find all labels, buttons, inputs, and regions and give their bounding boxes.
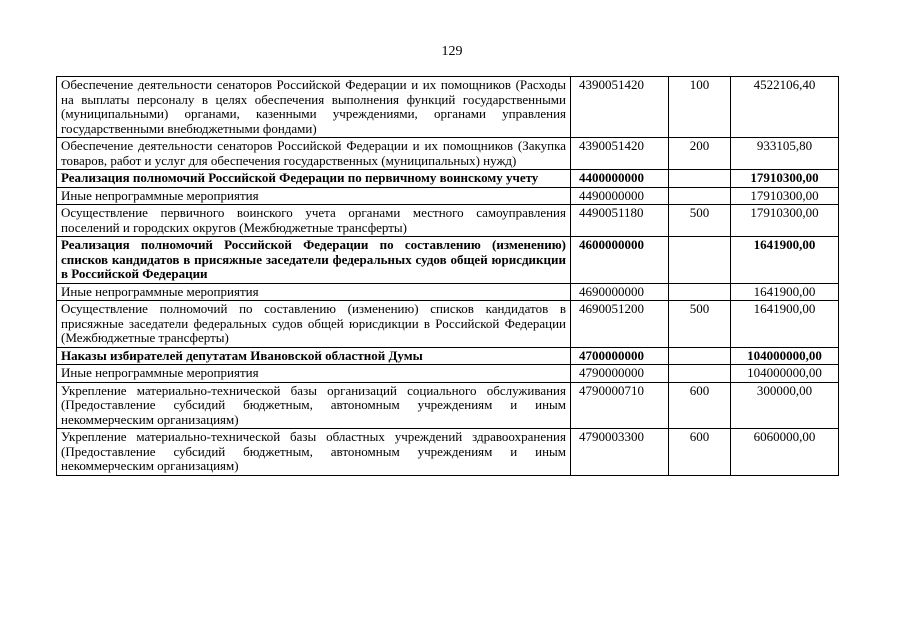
row-amount: 1641900,00 xyxy=(731,237,839,284)
row-description: Обеспечение деятельности сенаторов Российской Федерации и их помощников (Расходы на выплаты персоналу в целях обеспечения выполнения функций государственными (муниципальными) органами, казенными учреждениями, органами управления государственными внебюджетными фондами) xyxy=(57,77,571,138)
row-target-code: 4700000000 xyxy=(571,347,669,365)
row-description: Иные непрограммные мероприятия xyxy=(57,283,571,301)
row-amount: 17910300,00 xyxy=(731,170,839,188)
table-row xyxy=(57,205,839,237)
row-expense-type xyxy=(669,237,731,284)
row-description: Осуществление первичного воинского учета органами местного самоуправления поселений и городских округов (Межбюджетные трансферты) xyxy=(57,205,571,237)
table-row xyxy=(57,237,839,284)
row-description: Иные непрограммные мероприятия xyxy=(57,187,571,205)
row-expense-type xyxy=(669,170,731,188)
row-target-code: 4400000000 xyxy=(571,170,669,188)
row-description: Обеспечение деятельности сенаторов Российской Федерации и их помощников (Закупка товаров, работ и услуг для обеспечения государственных (муниципальных) нужд) xyxy=(57,138,571,170)
table-row xyxy=(57,382,839,429)
row-target-code: 4790000000 xyxy=(571,365,669,383)
table-row xyxy=(57,365,839,383)
row-amount: 1641900,00 xyxy=(731,283,839,301)
row-amount: 17910300,00 xyxy=(731,205,839,237)
row-target-code: 4690051200 xyxy=(571,301,669,348)
row-description: Наказы избирателей депутатам Ивановской областной Думы xyxy=(57,347,571,365)
row-amount: 17910300,00 xyxy=(731,187,839,205)
row-target-code: 4390051420 xyxy=(571,77,669,138)
row-expense-type: 600 xyxy=(669,429,731,476)
row-amount: 1641900,00 xyxy=(731,301,839,348)
row-amount: 104000000,00 xyxy=(731,347,839,365)
row-description: Укрепление материально-технической базы организаций социального обслуживания (Предоставление субсидий бюджетным, автономным учреждениям и иным некоммерческим организациям) xyxy=(57,382,571,429)
row-target-code: 4790000710 xyxy=(571,382,669,429)
row-expense-type xyxy=(669,187,731,205)
budget-table xyxy=(56,76,839,476)
table-row xyxy=(57,429,839,476)
row-expense-type: 200 xyxy=(669,138,731,170)
row-expense-type: 600 xyxy=(669,382,731,429)
row-expense-type: 500 xyxy=(669,301,731,348)
table-row xyxy=(57,170,839,188)
row-description: Реализация полномочий Российской Федерации по первичному воинскому учету xyxy=(57,170,571,188)
page-number: 129 xyxy=(441,44,463,59)
row-expense-type: 500 xyxy=(669,205,731,237)
row-amount: 6060000,00 xyxy=(731,429,839,476)
row-expense-type xyxy=(669,283,731,301)
table-row xyxy=(57,138,839,170)
row-target-code: 4390051420 xyxy=(571,138,669,170)
row-target-code: 4490051180 xyxy=(571,205,669,237)
row-target-code: 4600000000 xyxy=(571,237,669,284)
row-amount: 300000,00 xyxy=(731,382,839,429)
row-expense-type xyxy=(669,365,731,383)
row-description: Реализация полномочий Российской Федерации по составлению (изменению) списков кандидатов в присяжные заседатели федеральных судов общей юрисдикции в Российской Федерации xyxy=(57,237,571,284)
row-description: Осуществление полномочий по составлению (изменению) списков кандидатов в присяжные заседатели федеральных судов общей юрисдикции в Российской Федерации (Межбюджетные трансферты) xyxy=(57,301,571,348)
row-description: Укрепление материально-технической базы областных учреждений здравоохранения (Предоставление субсидий бюджетным, автономным учреждениям и иным некоммерческим организациям) xyxy=(57,429,571,476)
row-target-code: 4790003300 xyxy=(571,429,669,476)
row-description: Иные непрограммные мероприятия xyxy=(57,365,571,383)
row-expense-type xyxy=(669,347,731,365)
table-row xyxy=(57,301,839,348)
row-target-code: 4690000000 xyxy=(571,283,669,301)
table-row xyxy=(57,187,839,205)
table-row xyxy=(57,77,839,138)
row-amount: 4522106,40 xyxy=(731,77,839,138)
row-amount: 104000000,00 xyxy=(731,365,839,383)
row-amount: 933105,80 xyxy=(731,138,839,170)
row-expense-type: 100 xyxy=(669,77,731,138)
row-target-code: 4490000000 xyxy=(571,187,669,205)
table-row xyxy=(57,283,839,301)
table-row xyxy=(57,347,839,365)
